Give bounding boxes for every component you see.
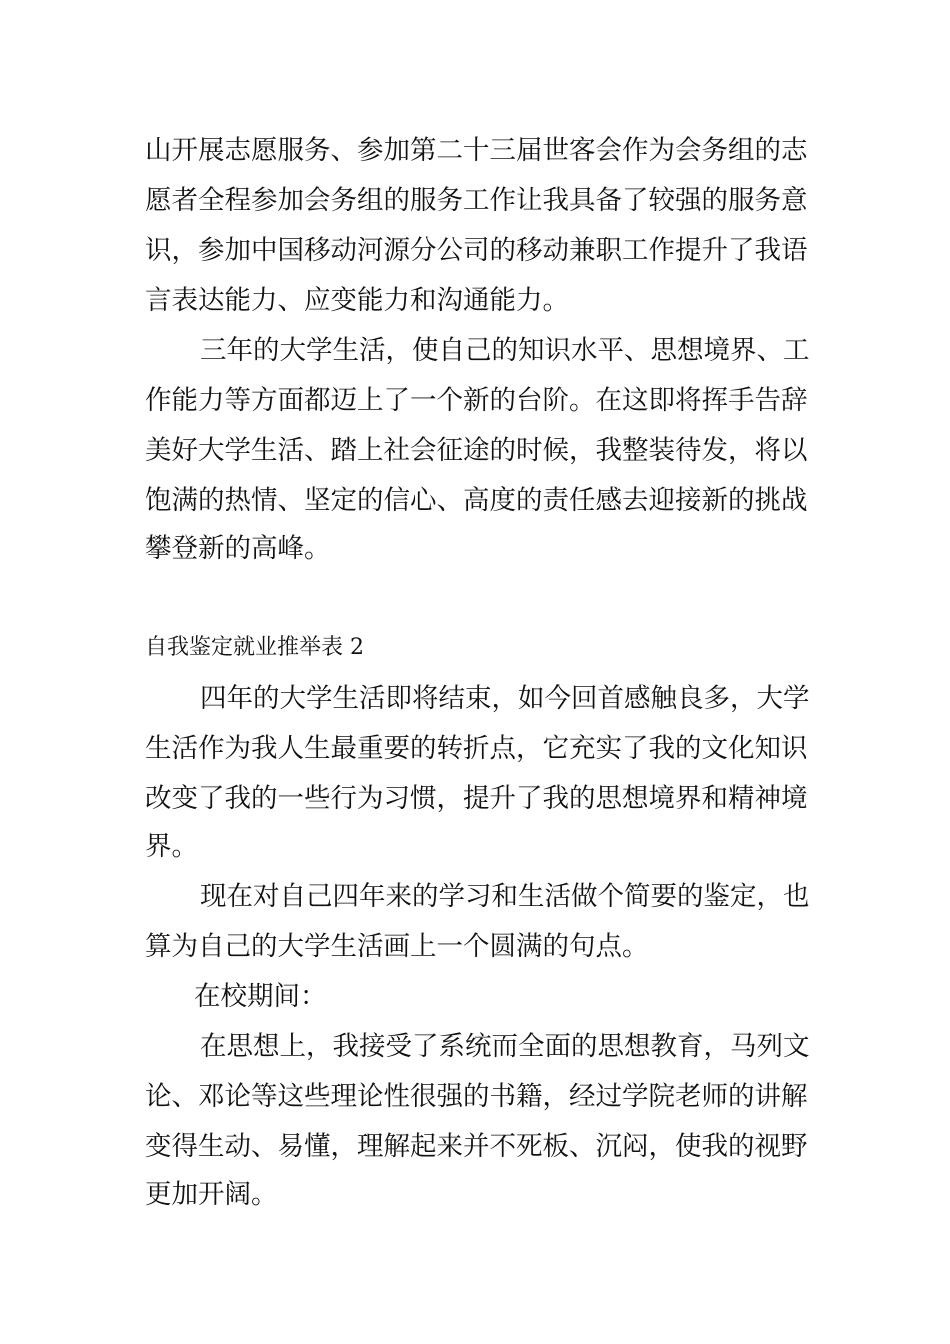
paragraph-6-line-3: 变得生动、易懂，理解起来并不死板、沉闷，使我的视野 [145,1131,808,1162]
paragraph-1-line-1: 山开展志愿服务、参加第二十三届世客会作为会务组的志 [145,135,808,166]
paragraph-3-line-1: 四年的大学生活即将结束，如今回首感触良多，大学 [200,683,810,714]
paragraph-1-line-2: 愿者全程参加会务组的服务工作让我具备了较强的服务意 [145,185,808,216]
paragraph-1-line-4: 言表达能力、应变能力和沟通能力。 [145,285,569,316]
paragraph-4-line-2: 算为自己的大学生活画上一个圆满的句点。 [145,931,649,962]
paragraph-2-line-1: 三年的大学生活，使自己的知识水平、思想境界、工 [200,335,810,366]
paragraph-5-line-1: 在校期间： [194,981,327,1012]
paragraph-1-line-3: 识，参加中国移动河源分公司的移动兼职工作提升了我语 [145,235,808,266]
paragraph-2-line-2: 作能力等方面都迈上了一个新的台阶。在这即将挥手告辞 [145,385,808,416]
paragraph-3-line-4: 界。 [145,831,198,862]
paragraph-6-line-2: 论、邓论等这些理论性很强的书籍，经过学院老师的讲解 [145,1081,808,1112]
paragraph-2-line-4: 饱满的热情、坚定的信心、高度的责任感去迎接新的挑战 [145,485,808,516]
section-title: 自我鉴定就业推举表 2 [145,635,364,660]
paragraph-3-line-3: 改变了我的一些行为习惯，提升了我的思想境界和精神境 [145,783,808,814]
paragraph-4-line-1: 现在对自己四年来的学习和生活做个简要的鉴定，也 [200,881,810,912]
paragraph-6-line-4: 更加开阔。 [145,1179,278,1210]
paragraph-3-line-2: 生活作为我人生最重要的转折点，它充实了我的文化知识 [145,733,808,764]
paragraph-2-line-3: 美好大学生活、踏上社会征途的时候，我整装待发，将以 [145,435,808,466]
paragraph-6-line-1: 在思想上，我接受了系统而全面的思想教育，马列文 [200,1031,810,1062]
paragraph-2-line-5: 攀登新的高峰。 [145,533,331,564]
